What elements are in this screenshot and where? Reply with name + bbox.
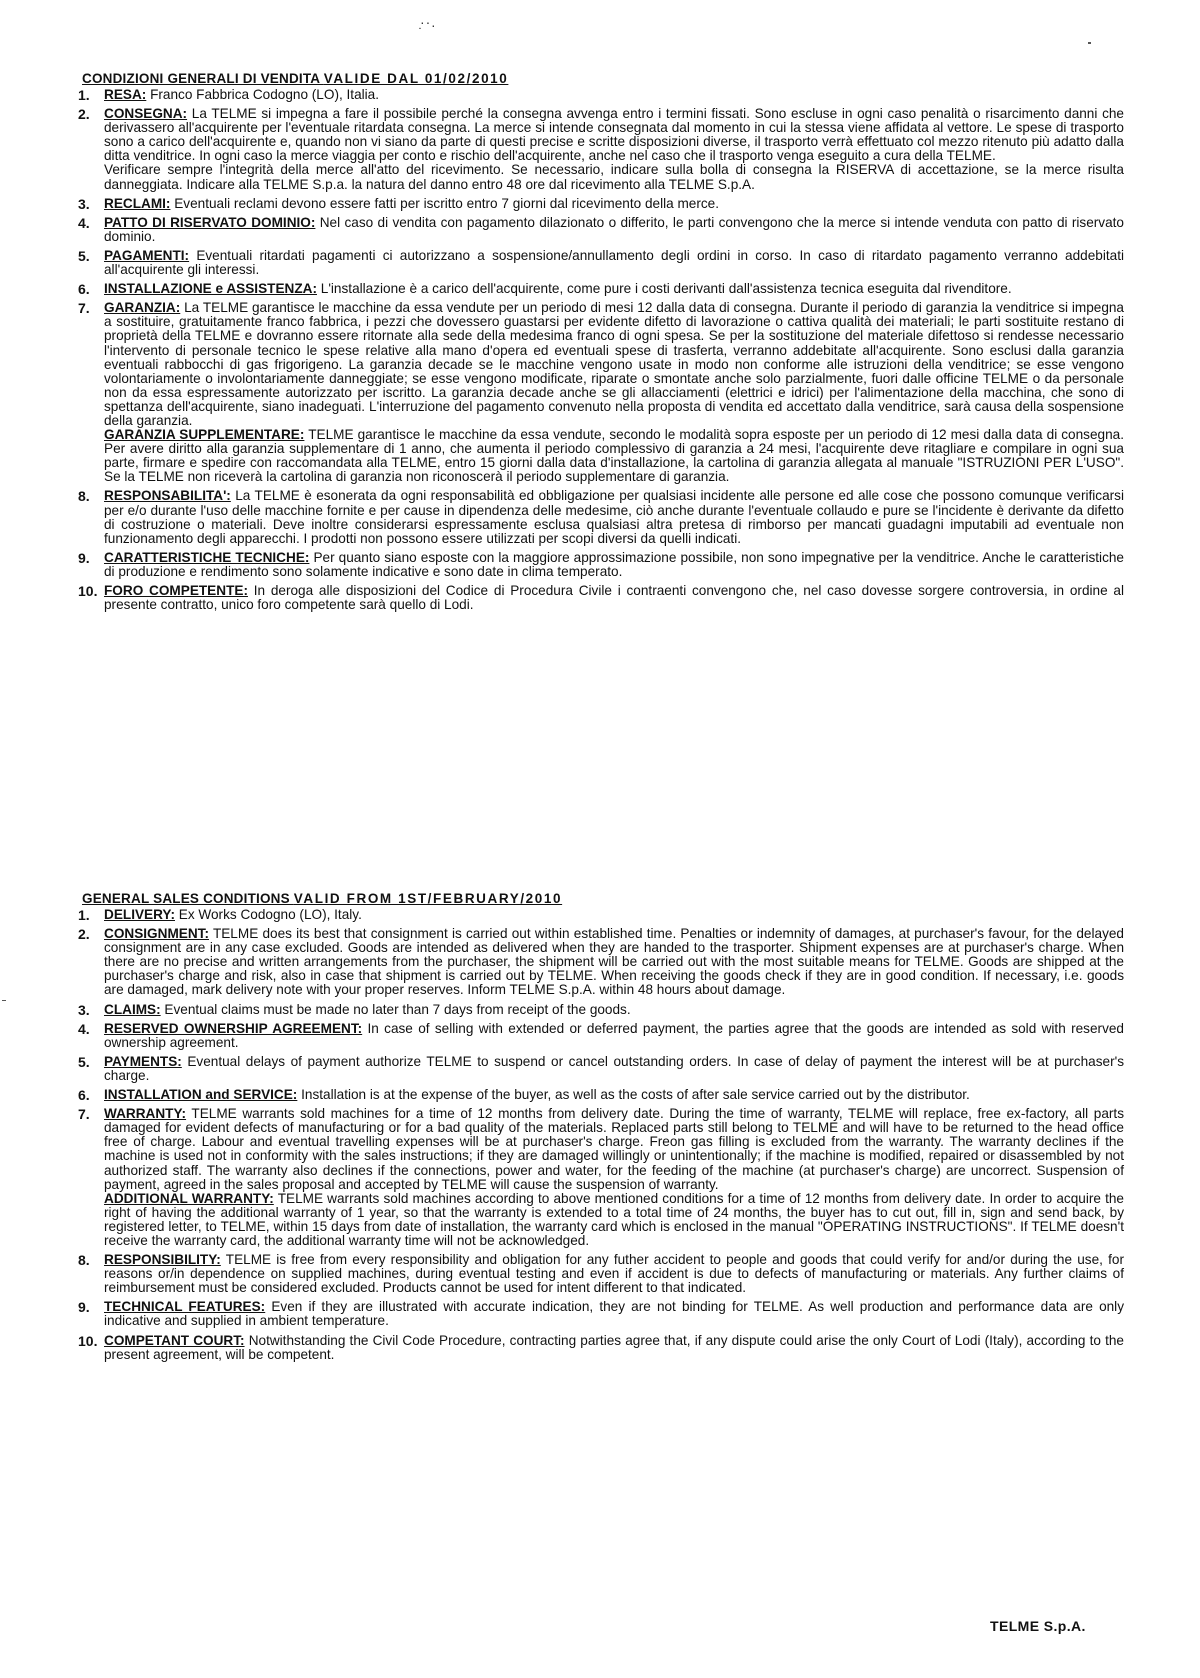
clause-title: RECLAMI: [104, 195, 171, 211]
clause-text: La TELME si impegna a fare il possibile perché la consegna avvenga entro i termini fissati. Sono escluse in ogni caso penalità o risarcimento danni che derivassero all'acquirente per l'eventuale ritardata consegna. La merce si intende consegnata dal momento in cui la stessa viene affidata al vettore. Le spese di trasporto sono a carico dell'acquirente e, quando non vi siano da parte di questi precise e scritte disposizioni diverse, il trasporto verrà effettuato col mezzo ritenuto più adatto dalla ditta venditrice. In ogni caso la merce viaggia per conto e rischio dell'acquirente, anche nel caso che il trasporto venga eseguito a cura della TELME. [104, 106, 1124, 164]
clause-text: La TELME è esonerata da ogni responsabilità ed obbligazione per qualsiasi incidente alle persone ed alle cose che possono comunque verificarsi per e/o durante l'uso delle macchine fornite e per cause in dipendenza delle medesime, ciò anche durante l'eventuale collaudo e pure se l'incidente è derivante da difetto di costruzione o materiali. Deve inoltre considerarsi espressamente esclusa qualsiasi altra pretesa di rimborso per mancati guadagni imputabili ad eventuale non funzionamento degli apparecchi. I prodotti non possono essere utilizzati per scopi diversi da quelli indicati. [104, 488, 1124, 546]
clause [78, 908, 1124, 922]
clause-subtitle: GARANZIA SUPPLEMENTARE: [104, 427, 305, 443]
clause [78, 216, 1124, 244]
clause-title: INSTALLATION and SERVICE: [104, 1087, 298, 1103]
italian-heading [82, 70, 1124, 87]
scan-mark [1088, 42, 1091, 44]
clause [78, 301, 1124, 484]
clause [78, 1088, 1124, 1102]
clause-text: Eventual delays of payment authorize TELME to suspend or cancel outstanding orders. In case of delay of payment the interest will be at purchaser's charge. [104, 1053, 1124, 1083]
clause-title: DELIVERY: [104, 907, 175, 922]
clause-number: 7. [78, 300, 90, 317]
clause-title: INSTALLAZIONE e ASSISTENZA: [104, 281, 317, 297]
clause [78, 1022, 1124, 1050]
clause-text: La TELME garantisce le macchine da essa vendute per un periodo di mesi 12 dalla data di consegna. Durante il periodo di garanzia la venditrice si impegna a sostituire, gratuitamente franco fabbrica, i pezzi che dovessero guastarsi per evidente difetto di lavorazione o cattiva qualità dei materiali; le parti sostituite restano di proprietà della TELME e dovranno essere ritornate alla sede della medesima franco di ogni spesa. Se per la sostituzione del materiale difettoso si rendesse necessario l'intervento di personale tecnico le spese relative alla mano d'opera ed eventuali spese di trasferta, verranno addebitate all'acquirente. Sono esclusi dalla garanzia eventuali rabbocchi di gas frigorigeno. La garanzia decade se le macchine vengono usate in modo non conforme alle istruzioni della venditrice; se esse vengono volontariamente o involontariamente danneggiate; se esse vengono modificate, riparate o smontate anche solo parzialmente, fuori dalle officine TELME o da personale non da essa espressamente autorizzato per iscritto. La garanzia decade anche se gli allacciamenti (elettrici e idrici) per l'alimentazione della macchina, che sono di spettanza dell'acquirente, siano inadeguati. L'interruzione del pagamento convenuto nella proposta di vendita ed accettato dalla venditrice, sarà causa della sospensione della garanzia. [104, 300, 1124, 428]
clause [78, 1055, 1124, 1083]
clause-title: TECHNICAL FEATURES: [104, 1299, 266, 1315]
clause-title: CONSIGNMENT: [104, 926, 209, 942]
clause-number: 9. [78, 549, 90, 566]
clause-number: 2. [78, 106, 90, 123]
clause [78, 88, 1124, 102]
clause-text: TELME is free from every responsibility and obligation for any futher accident to people and goods that could verify for and/or during the use, for reasons or/in dependence on supplied machines, during eventual testing and even if accident is due to defects of manufacturing or materials. Any further claims of reimbursement must be considered excluded. Products cannot be used for intent different to that indicated. [104, 1252, 1124, 1296]
clause-text: TELME does its best that consignment is carried out within established time. Penalties or indemnity of damages, at purchaser's favour, for the delayed consignment are in any case excluded. Goods are intended as delivered when they are handed to the trasporter. Shipment expenses are at purchaser's charge. When there are no precise and written arrangements from the purchaser, the shipment will be carried out with the most suitable means for TELME. Goods are shipped at the purchaser's charge and risk, also in case that shipment is carried out by TELME. When receiving the goods check if they are in good condition. If necessary, i.e. goods are damaged, mark delivery note with your proper reserves. Inform TELME S.p.A. within 48 hours about damage. [104, 926, 1124, 998]
clause-title: RESPONSIBILITY: [104, 1252, 221, 1268]
clause-title: PAYMENTS: [104, 1053, 182, 1069]
clause [78, 1334, 1124, 1362]
english-clause-list [78, 908, 1124, 1362]
clause [78, 107, 1124, 192]
clause [78, 1107, 1124, 1248]
clause-text: Eventuali ritardati pagamenti ci autorizzano a sospensione/annullamento degli ordini in corso. In caso di ritardato pagamento verranno addebitati all'acquirente gli interessi. [104, 247, 1124, 278]
english-heading [82, 890, 1124, 907]
clause-text: L'installazione è a carico dell'acquirente, come pure i costi derivanti dall'assistenza tecnica eseguita dal rivenditore. [316, 281, 1012, 297]
clause-number: 6. [78, 1087, 90, 1104]
italian-heading-valid: VALIDE DAL 01/02/2010 [323, 71, 509, 86]
clause [78, 282, 1124, 296]
clause-text: Ex Works Codogno (LO), Italy. [175, 907, 362, 922]
clause-number: 3. [78, 1001, 90, 1018]
italian-heading-main: CONDIZIONI GENERALI DI VENDITA [82, 71, 324, 86]
english-conditions [78, 890, 1124, 1367]
clause-subtext: TELME garantisce le macchine da essa vendute, secondo le modalità sopra esposte per un periodo di 12 mesi dalla data di consegna. Per avere diritto alla garanzia supplementare di 1 anno, che aumenta il periodo complessivo di garanzia a 24 mesi, l'acquirente deve ritagliare e compilare in ogni sua parte, firmare e spedire con raccomandata alla TELME, entro 15 giorni dalla data d'installazione, la cartolina di garanzia allegata al manuale "ISTRUZIONI PER L'USO". Se la TELME non riceverà la cartolina di garanzia non riconoscerà il periodo supplementare di garanzia. [104, 427, 1124, 485]
clause-number: 7. [78, 1106, 90, 1123]
clause-number: 4. [78, 214, 90, 231]
clause-number: 9. [78, 1299, 90, 1316]
clause-number: 8. [78, 488, 90, 505]
clause [78, 1300, 1124, 1328]
clause-subtext: TELME warrants sold machines according to above mentioned conditions for a time of 12 months from delivery date. In order to acquire the right of having the additional warranty of 1 year, so that the warranty is extended to a total time of 24 months, the buyer has to cut out, fill in, sign and send back, by registered letter, to TELME, within 15 days from date of installation, the warranty card which is enclosed in the manual "OPERATING INSTRUCTIONS". If TELME doesn't receive the warranty card, the additional warranty time will not be acknowledged. [104, 1190, 1124, 1248]
italian-clause-list [78, 88, 1124, 612]
clause-number: 4. [78, 1020, 90, 1037]
clause-number: 5. [78, 247, 90, 264]
clause-title: PATTO DI RISERVATO DOMINIO: [104, 214, 316, 230]
clause-number: 1. [78, 87, 90, 103]
clause-title: CLAIMS: [104, 1001, 161, 1017]
clause [78, 1253, 1124, 1295]
clause-text: In deroga alle disposizioni del Codice di Procedura Civile i contraenti convengono che, nel caso dovesse sorgere controversia, in ordine al presente contratto, unico foro competente sarà quello di Lodi. [104, 583, 1124, 613]
clause [78, 584, 1124, 612]
english-heading-valid: VALID FROM 1ST/FEBRUARY/2010 [293, 891, 563, 906]
english-heading-main: GENERAL SALES CONDITIONS [82, 891, 294, 906]
clause-title: PAGAMENTI: [104, 247, 190, 263]
company-signature: TELME S.p.A. [990, 1618, 1086, 1634]
scan-mark [2, 1000, 6, 1001]
clause-text: In case of selling with extended or deferred payment, the parties agree that the goods are intended as sold with reserved ownership agreement. [104, 1020, 1124, 1050]
clause-text: Even if they are illustrated with accurate indication, they are not binding for TELME. As well production and performance data are only indicative and supplied in ambient temperature. [104, 1299, 1125, 1329]
scan-specks: ·̣·. [420, 14, 437, 30]
clause-title: CARATTERISTICHE TECNICHE: [104, 549, 310, 565]
clause-number: 6. [78, 281, 90, 298]
clause-title: CONSEGNA: [104, 106, 188, 122]
clause-number: 5. [78, 1053, 90, 1070]
clause-text: Installation is at the expense of the buyer, as well as the costs of after sale service carried out by the distributor. [297, 1087, 970, 1103]
clause-title: RESPONSABILITA': [104, 488, 231, 504]
clause [78, 197, 1124, 211]
clause-title: RESA: [104, 87, 147, 102]
clause [78, 489, 1124, 545]
clause-title: COMPETANT COURT: [104, 1332, 245, 1348]
clause-number: 3. [78, 195, 90, 212]
clause-title: WARRANTY: [104, 1106, 187, 1122]
clause-text: Franco Fabbrica Codogno (LO), Italia. [146, 87, 380, 102]
clause-subtitle: ADDITIONAL WARRANTY: [104, 1190, 274, 1206]
clause-text: Per quanto siano esposte con la maggiore approssimazione possibile, non sono impegnative per la venditrice. Anche le caratteristiche di produzione e rendimento sono solamente indicative e sono date in clima temperato. [104, 549, 1124, 579]
clause [78, 249, 1124, 277]
clause-text: Eventuali reclami devono essere fatti per iscritto entro 7 giorni dal ricevimento della merce. [170, 195, 719, 211]
clause-number: 10. [78, 1332, 98, 1349]
clause-title: RESERVED OWNERSHIP AGREEMENT: [104, 1020, 363, 1036]
clause-title: GARANZIA: [104, 300, 181, 316]
clause-number: 8. [78, 1252, 90, 1269]
clause-number: 1. [78, 907, 90, 923]
clause [78, 551, 1124, 579]
clause-title: FORO COMPETENTE: [104, 583, 248, 598]
clause-text: TELME warrants sold machines for a time of 12 months from delivery date. During the time of warranty, TELME will replace, free ex-factory, all parts damaged for evident defects of manufacturing or for a bad quality of the materials. Replaced parts still belong to TELME and will have to be returned to the head office free of charge. Labour and eventual travelling expenses will be at purchaser's charge. Freon gas filling is excluded from the warranty. The warranty declines if the machine is used not in conformity with the sales instructions; if they are damaged willingly or unintentionally; if the machine is modified, repaired or disassembled by not authorized staff. The warranty also declines if the connections, power and water, for the feeding of the machine (at purchaser's charge) are uncorrect. Suspension of payment, agreed in the sales proposal and accepted by TELME will cause the suspension of warranty. [104, 1106, 1124, 1192]
clause [78, 1003, 1124, 1017]
clause-number: 10. [78, 583, 98, 599]
clause-text: Eventual claims must be made no later than 7 days from receipt of the goods. [160, 1001, 631, 1017]
clause-text-extra: Verificare sempre l'integrità della merce all'atto del ricevimento. Se necessario, indicare sulla bolla di consegna la RISERVA di accettazione, se la merce risulta danneggiata. Indicare alla TELME S.p.a. la natura del danno entro 48 ore dal ricevimento alla TELME S.p.A. [104, 162, 1124, 192]
italian-conditions [78, 70, 1124, 617]
clause [78, 927, 1124, 997]
clause-text: Nel caso di vendita con pagamento dilazionato o differito, le parti convengono che la merce si intende venduta con patto di riservato dominio. [104, 214, 1124, 244]
clause-number: 2. [78, 926, 90, 943]
clause-text: Notwithstanding the Civil Code Procedure, contracting parties agree that, if any dispute could arise the only Court of Lodi (Italy), according to the present agreement, will be competent. [104, 1332, 1124, 1362]
